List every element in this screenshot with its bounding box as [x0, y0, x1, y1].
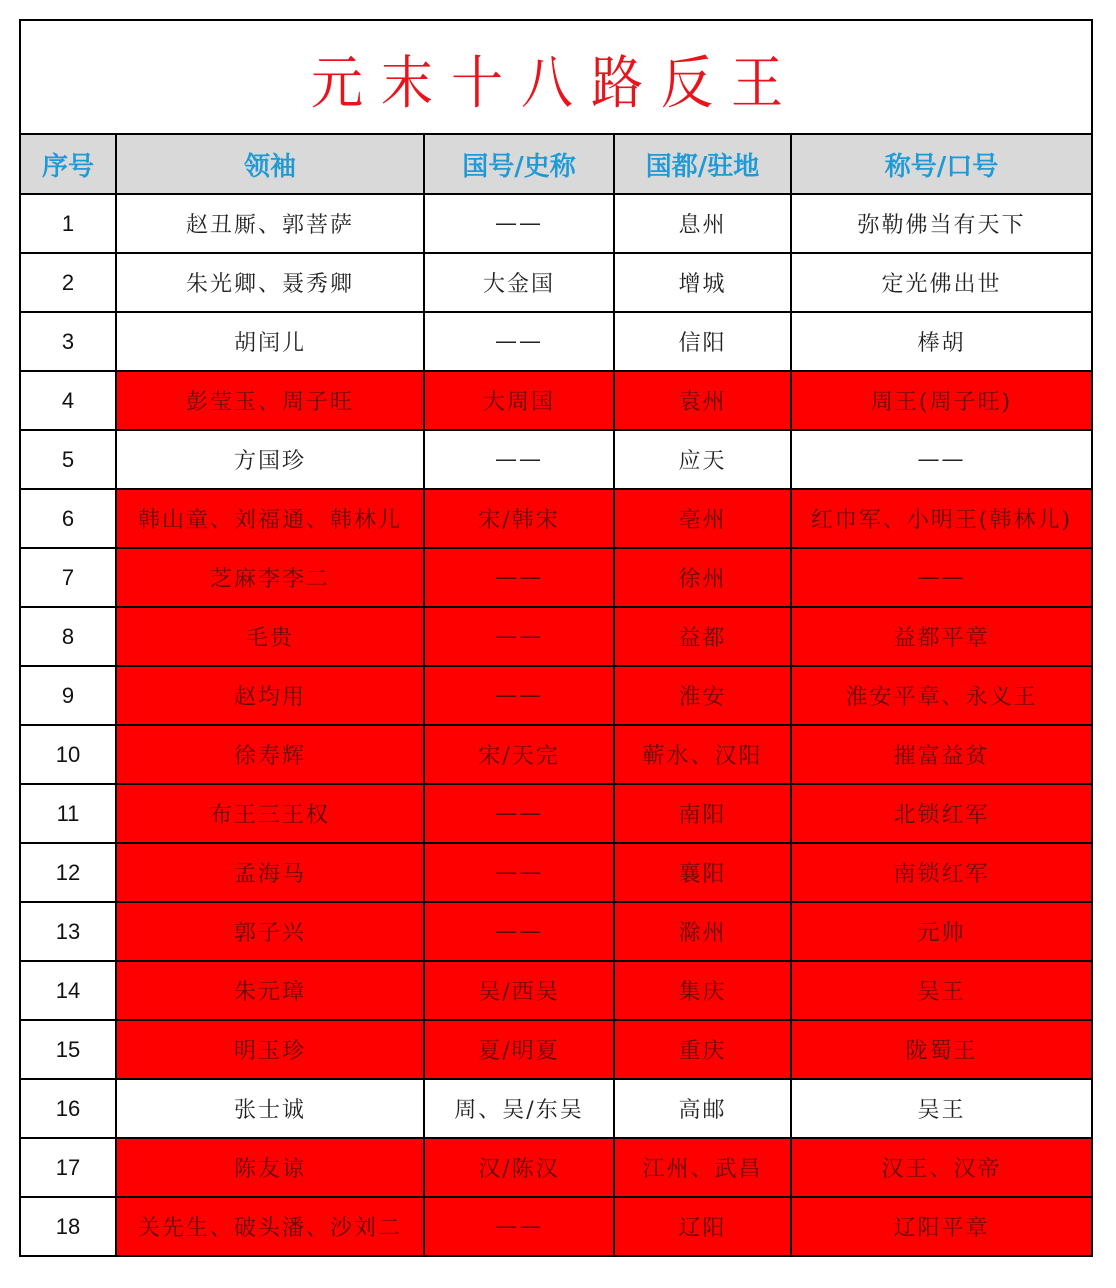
cell-leader: 徐寿辉 [116, 725, 424, 784]
header-state: 国号/史称 [424, 135, 614, 194]
cell-number: 6 [21, 489, 116, 548]
cell-state: —— [424, 607, 614, 666]
cell-number: 3 [21, 312, 116, 371]
cell-capital: 徐州 [614, 548, 791, 607]
table-row [21, 607, 1091, 666]
cell-leader: 韩山童、刘福通、韩林儿 [116, 489, 424, 548]
cell-leader: 赵丑厮、郭菩萨 [116, 194, 424, 253]
cell-capital: 袁州 [614, 371, 791, 430]
table-row [21, 253, 1091, 312]
cell-leader: 芝麻李李二 [116, 548, 424, 607]
table-row [21, 312, 1091, 371]
cell-title: —— [791, 548, 1091, 607]
cell-number: 1 [21, 194, 116, 253]
leaders-table [21, 135, 1091, 1255]
cell-leader: 朱光卿、聂秀卿 [116, 253, 424, 312]
cell-number: 17 [21, 1138, 116, 1197]
cell-number: 18 [21, 1197, 116, 1255]
cell-title: 陇蜀王 [791, 1020, 1091, 1079]
cell-capital: 江州、武昌 [614, 1138, 791, 1197]
page-title: 元末十八路反王 [310, 50, 801, 117]
cell-capital: 信阳 [614, 312, 791, 371]
cell-capital: 重庆 [614, 1020, 791, 1079]
table-row [21, 194, 1091, 253]
cell-number: 8 [21, 607, 116, 666]
cell-state: 周、吴/东吴 [424, 1079, 614, 1138]
cell-number: 2 [21, 253, 116, 312]
cell-leader: 彭莹玉、周子旺 [116, 371, 424, 430]
cell-capital: 亳州 [614, 489, 791, 548]
cell-leader: 陈友谅 [116, 1138, 424, 1197]
cell-title: 摧富益贫 [791, 725, 1091, 784]
cell-state: —— [424, 548, 614, 607]
cell-capital: 滁州 [614, 902, 791, 961]
cell-state: —— [424, 430, 614, 489]
cell-number: 7 [21, 548, 116, 607]
header-capital: 国都/驻地 [614, 135, 791, 194]
cell-number: 13 [21, 902, 116, 961]
cell-capital: 淮安 [614, 666, 791, 725]
cell-capital: 集庆 [614, 961, 791, 1020]
table-row [21, 725, 1091, 784]
header-title: 称号/口号 [791, 135, 1091, 194]
table-body [21, 194, 1091, 1255]
cell-capital: 增城 [614, 253, 791, 312]
cell-title: 汉王、汉帝 [791, 1138, 1091, 1197]
cell-state: —— [424, 312, 614, 371]
cell-capital: 益都 [614, 607, 791, 666]
cell-title: 红巾军、小明王(韩林儿) [791, 489, 1091, 548]
cell-title: 吴王 [791, 961, 1091, 1020]
cell-title: 周王(周子旺) [791, 371, 1091, 430]
cell-state: —— [424, 666, 614, 725]
header-number: 序号 [21, 135, 116, 194]
cell-state: —— [424, 194, 614, 253]
cell-state: —— [424, 843, 614, 902]
cell-capital: 南阳 [614, 784, 791, 843]
table-row [21, 1138, 1091, 1197]
cell-state: 夏/明夏 [424, 1020, 614, 1079]
table-row [21, 1197, 1091, 1255]
table-row [21, 784, 1091, 843]
cell-capital: 高邮 [614, 1079, 791, 1138]
table-row [21, 902, 1091, 961]
cell-state: —— [424, 784, 614, 843]
table-row [21, 1020, 1091, 1079]
table-row [21, 961, 1091, 1020]
table-row [21, 371, 1091, 430]
cell-title: 元帅 [791, 902, 1091, 961]
cell-number: 14 [21, 961, 116, 1020]
cell-number: 9 [21, 666, 116, 725]
cell-title: —— [791, 430, 1091, 489]
table-row [21, 489, 1091, 548]
cell-capital: 息州 [614, 194, 791, 253]
table-row [21, 843, 1091, 902]
cell-capital: 蕲水、汉阳 [614, 725, 791, 784]
cell-leader: 孟海马 [116, 843, 424, 902]
header-row [21, 135, 1091, 194]
cell-number: 5 [21, 430, 116, 489]
cell-leader: 布王三王权 [116, 784, 424, 843]
cell-capital: 辽阳 [614, 1197, 791, 1255]
cell-number: 16 [21, 1079, 116, 1138]
table-row [21, 666, 1091, 725]
cell-state: 大周国 [424, 371, 614, 430]
table-row [21, 1079, 1091, 1138]
cell-capital: 应天 [614, 430, 791, 489]
cell-leader: 郭子兴 [116, 902, 424, 961]
cell-leader: 朱元璋 [116, 961, 424, 1020]
cell-leader: 毛贵 [116, 607, 424, 666]
cell-title: 淮安平章、永义王 [791, 666, 1091, 725]
cell-state: 大金国 [424, 253, 614, 312]
cell-leader: 关先生、破头潘、沙刘二 [116, 1197, 424, 1255]
cell-leader: 张士诚 [116, 1079, 424, 1138]
cell-title: 益都平章 [791, 607, 1091, 666]
cell-leader: 胡闰儿 [116, 312, 424, 371]
cell-number: 12 [21, 843, 116, 902]
cell-number: 11 [21, 784, 116, 843]
cell-number: 10 [21, 725, 116, 784]
cell-title: 吴王 [791, 1079, 1091, 1138]
cell-number: 15 [21, 1020, 116, 1079]
cell-title: 辽阳平章 [791, 1197, 1091, 1255]
cell-state: 宋/韩宋 [424, 489, 614, 548]
cell-title: 定光佛出世 [791, 253, 1091, 312]
header-leader: 领袖 [116, 135, 424, 194]
cell-state: 宋/天完 [424, 725, 614, 784]
cell-leader: 方国珍 [116, 430, 424, 489]
cell-leader: 明玉珍 [116, 1020, 424, 1079]
cell-state: 吴/西吴 [424, 961, 614, 1020]
cell-number: 4 [21, 371, 116, 430]
cell-state: —— [424, 1197, 614, 1255]
cell-capital: 襄阳 [614, 843, 791, 902]
cell-title: 棒胡 [791, 312, 1091, 371]
uprising-table-sheet [19, 19, 1093, 1257]
cell-title: 南锁红军 [791, 843, 1091, 902]
cell-leader: 赵均用 [116, 666, 424, 725]
title-row [21, 21, 1091, 135]
table-row [21, 430, 1091, 489]
cell-state: —— [424, 902, 614, 961]
cell-title: 北锁红军 [791, 784, 1091, 843]
cell-state: 汉/陈汉 [424, 1138, 614, 1197]
table-row [21, 548, 1091, 607]
cell-title: 弥勒佛当有天下 [791, 194, 1091, 253]
